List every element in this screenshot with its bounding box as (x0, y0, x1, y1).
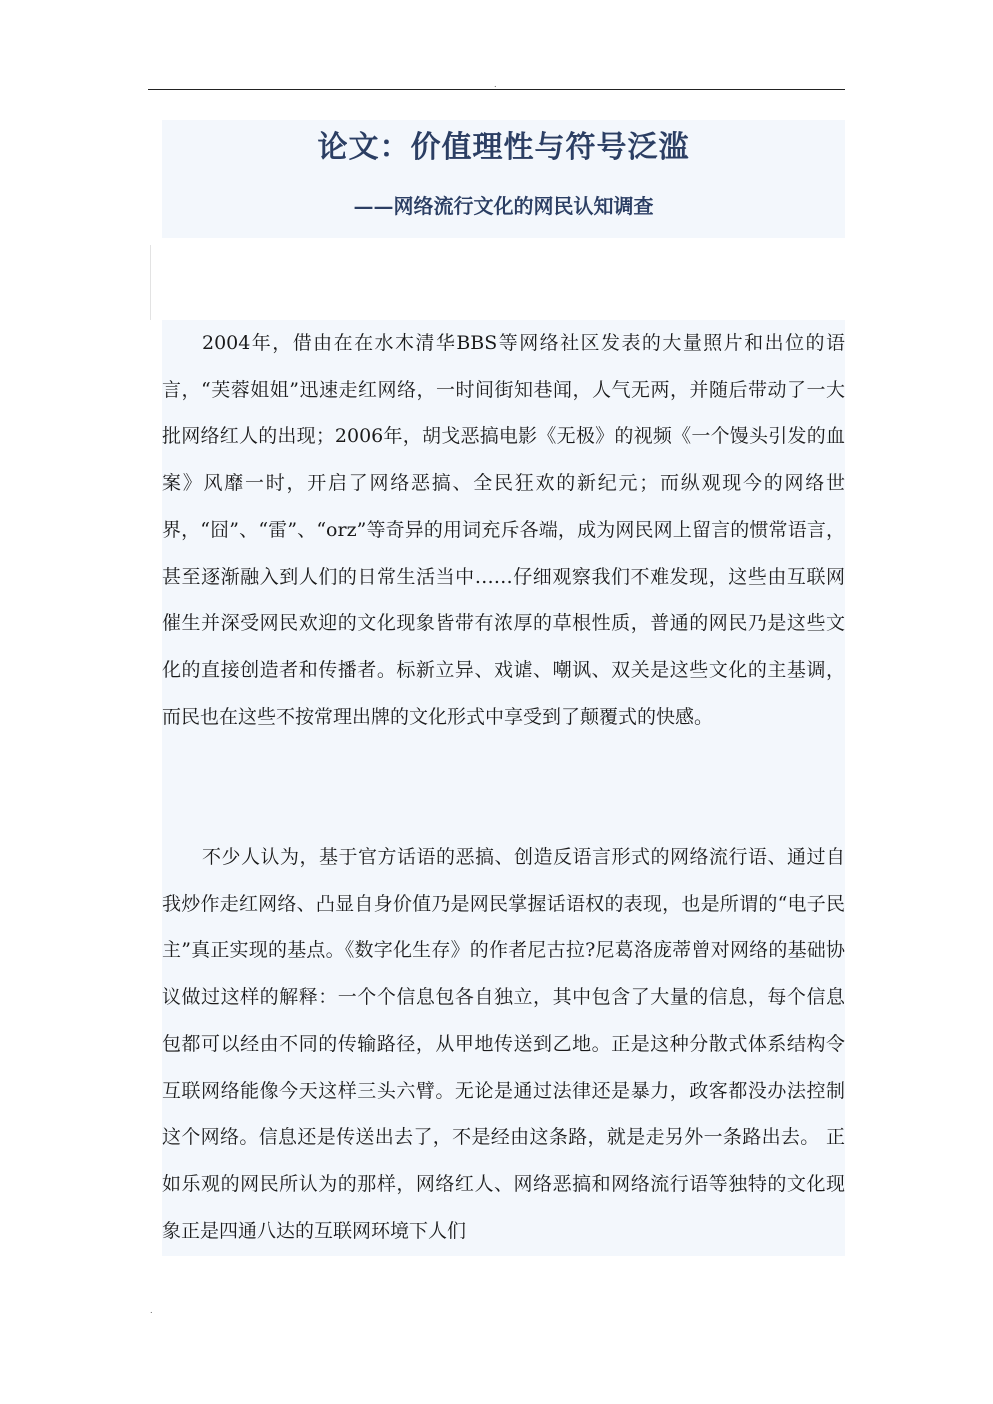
header-dot: . (494, 80, 497, 89)
margin-line (150, 245, 151, 320)
footer-dot: . (150, 1306, 153, 1315)
paragraph: 不少人认为，基于官方话语的恶搞、创造反语言形式的网络流行语、通过自我炒作走红网络、凸显自身价值乃是网民掌握话语权的表现，也是所谓的“电子民主”真正实现的基点。《数字化生存》的作者尼古拉?尼葛洛庞蒂曾对网络的基础协议做过这样的解释：一个个信息包各自独立，其中包含了大量的信息，每个信息包都可以经由不同的传输路径，从甲地传送到乙地。正是这种分散式体系结构令互联网络能像今天这样三头六臂。无论是通过法律还是暴力，政客都没办法控制这个网络。信息还是传送出去了，不是经由这条路，就是走另外一条路出去。 正如乐观的网民所认为的那样，网络红人、网络恶搞和网络流行语等独特的文化现象正是四通八达的互联网环境下人们 (162, 846, 845, 1242)
page-title: 论文：价值理性与符号泛滥 (317, 130, 690, 165)
body-text (162, 320, 845, 1256)
paragraph: 2004年，借由在在水木清华BBS等网络社区发表的大量照片和出位的语言，“芙蓉姐姐”迅速走红网络，一时间街知巷闻，人气无两，并随后带动了一大批网络红人的出现；2006年，胡戈恶搞电影《无极》的视频《一个馒头引发的血案》风靡一时，开启了网络恶搞、全民狂欢的新纪元；而纵观现今的网络世界，“囧”、“雷”、“orz”等奇异的用词充斥各端，成为网民网上留言的惯常语言，甚至逐渐融入到人们的日常生活当中……仔细观察我们不难发现，这些由互联网催生并深受网民欢迎的文化现象皆带有浓厚的草根性质，普通的网民乃是这些文化的直接创造者和传播者。标新立异、戏谑、嘲讽、双关是这些文化的主基调，而民也在这些不按常理出牌的文化形式中享受到了颠覆式的快感。 (162, 332, 845, 728)
title-block (162, 120, 845, 238)
header-rule (148, 89, 845, 90)
page-subtitle: ——网络流行文化的网民认知调查 (353, 194, 654, 218)
